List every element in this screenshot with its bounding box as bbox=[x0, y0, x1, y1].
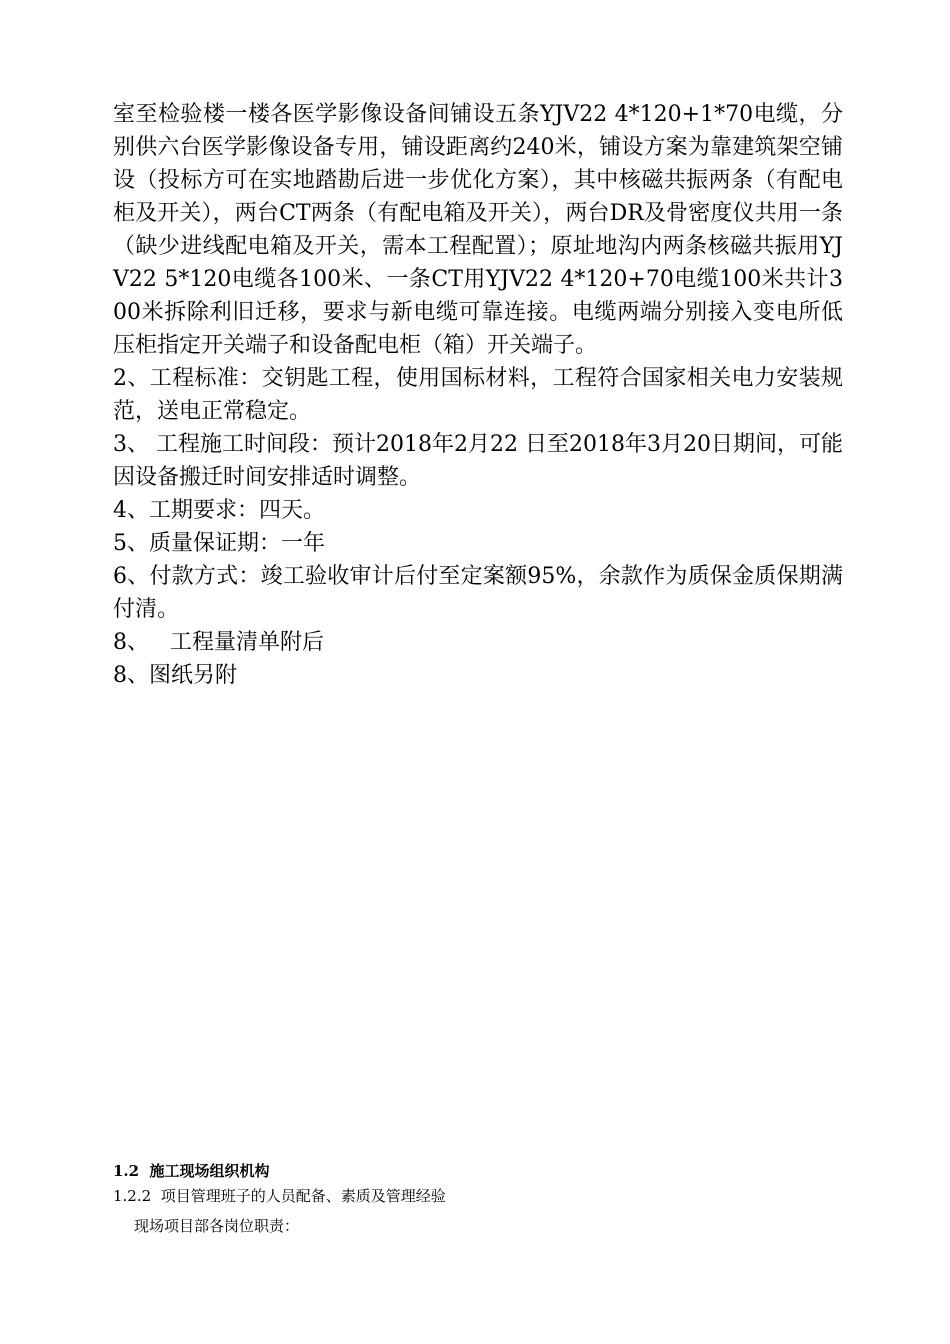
section-heading: 1.2 施工现场组织机构 bbox=[113, 1162, 270, 1180]
responsibilities-intro: 现场项目部各岗位职责： bbox=[134, 1217, 300, 1235]
paragraph-quantity-list: 8、 工程量清单附后 bbox=[113, 630, 324, 655]
paragraph-engineering-standard: 2、工程标准：交钥匙工程，使用国标材料，工程符合国家相关电力安装规范，送电正常稳定。 bbox=[113, 366, 843, 424]
paragraph-payment-terms: 6、付款方式：竣工验收审计后付至定案额95%，余款作为质保金质保期满付清。 bbox=[113, 564, 843, 622]
paragraph-drawings: 8、图纸另附 bbox=[113, 663, 237, 688]
paragraph-warranty-period: 5、质量保证期：一年 bbox=[113, 531, 325, 556]
paragraph-construction-period: 3、 工程施工时间段：预计2018年2月22 日至2018年3月20日期间，可能因设备搬迁时间安排适时调整。 bbox=[113, 432, 843, 490]
sub-heading: 1.2.2 项目管理班子的人员配备、素质及管理经验 bbox=[113, 1187, 446, 1205]
paragraph-duration-requirement: 4、工期要求：四天。 bbox=[113, 498, 325, 523]
paragraph-cable-scope: 室至检验楼一楼各医学影像设备间铺设五条YJV22 4*120+1*70电缆，分别供六台医学影像设备专用，铺设距离约240米，铺设方案为靠建筑架空铺设（投标方可在实地踏勘后进一步优化方案），其中核磁共振两条（有配电柜及开关），两台CT两条（有配电箱及开关），两台DR及骨密度仪共用一条（缺少进线配电箱及开关，需本工程配置）；原址地沟内两条核磁共振用YJV22 5*120电缆各100米、一条CT用YJV22 4*120+70电缆100米共计300米拆除利旧迁移，要求与新电缆可靠连接。电缆两端分别接入变电所低压柜指定开关端子和设备配电柜（箱）开关端子。 bbox=[113, 102, 844, 358]
body-text bbox=[113, 98, 843, 692]
